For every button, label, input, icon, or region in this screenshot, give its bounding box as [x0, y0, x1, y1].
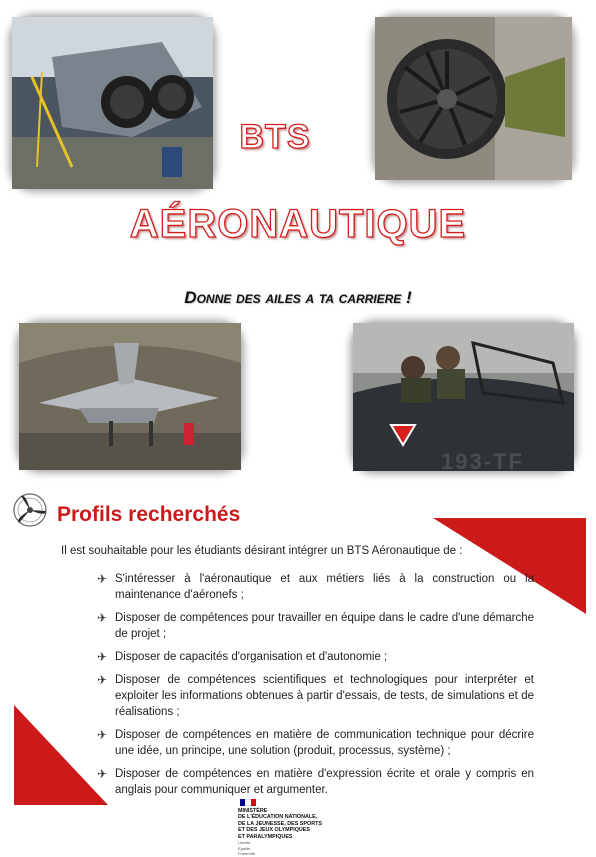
fighter-jet-engines-photo — [12, 17, 213, 189]
devise-line: Égalité — [238, 845, 251, 851]
ministry-line: ET DES JEUX OLYMPIQUES — [238, 827, 310, 834]
turbofan-engine-photo — [375, 17, 572, 180]
ministry-line: DE LA JEUNESSE, DES SPORTS — [238, 820, 322, 827]
title-aeronautique: AÉRONAUTIQUE — [129, 202, 467, 246]
list-item: ✈ Disposer de compétences pour travailler en équipe dans le cadre d'une démarche de projet ; — [97, 611, 534, 640]
list-item: ✈ Disposer de compétences en matière d'expression écrite et orale y compris en anglais pour communiquer et argumenter. — [97, 767, 534, 796]
devise-line: Fraternité — [238, 851, 256, 857]
list-item: ✈ Disposer de compétences en matière de communication technique pour décrire une idée, un principe, une solution (produit, processus, système) ; — [97, 728, 534, 757]
decorative-red-triangle-left — [14, 705, 108, 805]
list-item: ✈ Disposer de compétences scientifiques et technologiques pour interpréter et exploiter les informations obtenues à partir d'essais, de tests, de simulations et de réalisations ; — [97, 673, 534, 718]
french-flag-icon — [240, 799, 256, 806]
airplane-icon: ✈ — [97, 673, 108, 687]
list-item: ✈ Disposer de capacités d'organisation et d'autonomie ; — [97, 650, 388, 664]
title-bts: BTS — [239, 118, 311, 156]
section-title: Profils recherchés — [57, 503, 241, 526]
airplane-icon: ✈ — [97, 767, 108, 781]
intro-text: Il est souhaitable pour les étudiants désirant intégrer un BTS Aéronautique de : — [61, 545, 463, 557]
list-item: ✈ S'intéresser à l'aéronautique et aux métiers liés à la construction ou la maintenance d'aéronefs ; — [97, 572, 534, 601]
slogan: Donne des ailes a ta carriere ! — [184, 288, 412, 307]
ministry-logo — [238, 799, 348, 857]
cockpit-technicians-photo — [353, 323, 574, 474]
airplane-icon: ✈ — [97, 572, 108, 586]
airplane-icon: ✈ — [97, 611, 108, 625]
profile-list — [97, 571, 534, 805]
devise-line: Liberté — [238, 840, 251, 846]
ministry-line: DE L'ÉDUCATION NATIONALE, — [238, 814, 318, 821]
aircraft-marking: 193-TF — [441, 449, 524, 474]
ministry-line: MINISTÈRE — [238, 808, 268, 814]
jet-in-hangar-photo — [19, 323, 241, 470]
ministry-line: ET PARALYMPIQUES — [238, 833, 293, 840]
airplane-icon: ✈ — [97, 650, 108, 664]
propeller-icon — [11, 491, 49, 529]
airplane-icon: ✈ — [97, 728, 108, 742]
